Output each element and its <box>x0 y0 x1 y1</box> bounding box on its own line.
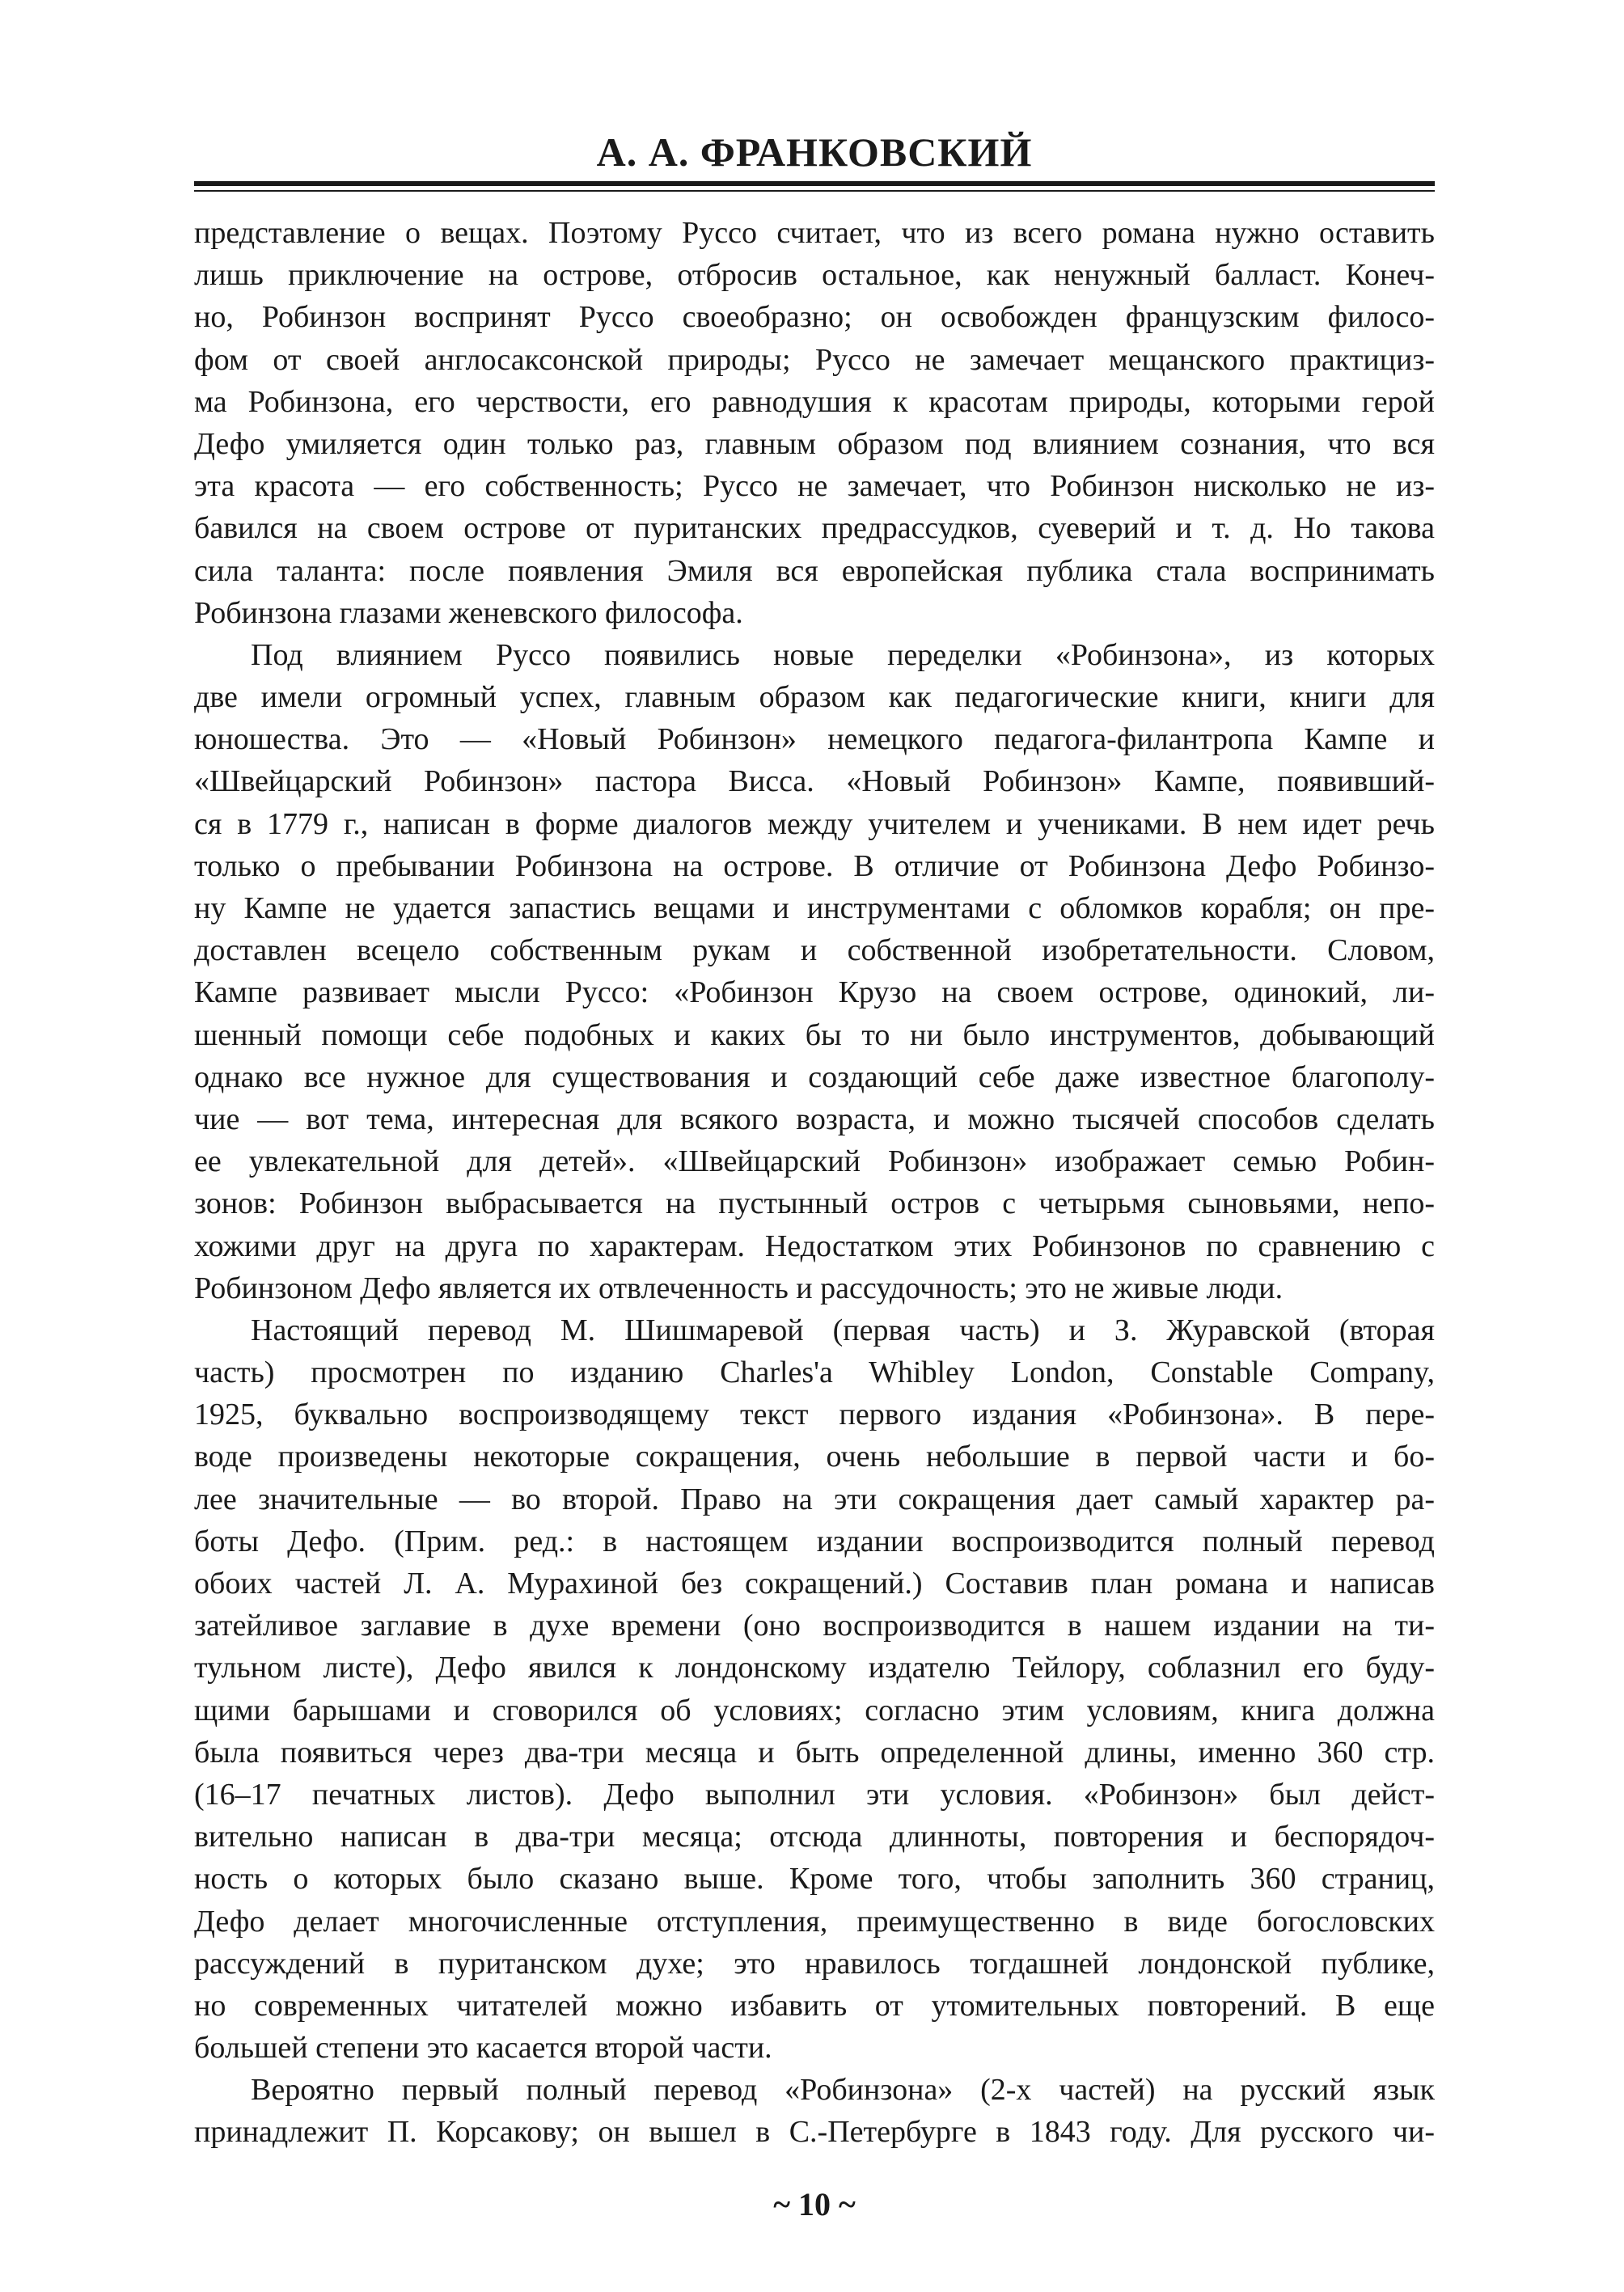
text-line: затейливое заглавие в духе времени (оно воспроизводится в нашем издании на ти- <box>194 1609 1435 1643</box>
text-line: Робинзона глазами женевского философа. <box>194 595 743 630</box>
text-line: хожими друг на друга по характерам. Недостатком этих Робинзонов по сравнению с <box>194 1228 1435 1263</box>
text-line: бавился на своем острове от пуританских предрассудков, суеверий и т. д. Но такова <box>194 511 1435 546</box>
text-line: принадлежит П. Корсакову; он вышел в С.-Петербурге в 1843 году. Для русского чи- <box>194 2115 1435 2150</box>
text-line: воде произведены некоторые сокращения, очень небольшие в первой части и бо- <box>194 1440 1435 1474</box>
text-line: рассуждений в пуританском духе; это нравилось тогдашней лондонской публике, <box>194 1946 1435 1981</box>
text-line: Дефо умиляется один только раз, главным образом под влиянием сознания, что вся <box>194 426 1435 461</box>
text-line: шенный помощи себе подобных и каких бы то ни было инструментов, добывающий <box>194 1017 1435 1052</box>
header-rule-thick <box>194 181 1435 186</box>
text-line: вительно написан в два-три месяца; отсюда длинноты, повторения и беспорядоч- <box>194 1820 1435 1854</box>
text-line: ность о которых было сказано выше. Кроме того, чтобы заполнить 360 страниц, <box>194 1862 1435 1897</box>
text-line: сила таланта: после появления Эмиля вся европейская публика стала воспринимать <box>194 553 1435 588</box>
text-line: щими барышами и сговорился об условиях; согласно этим условиям, книга должна <box>194 1693 1435 1727</box>
text-line: боты Дефо. (Прим. ред.: в настоящем издании воспроизводится полный перевод <box>194 1524 1435 1558</box>
paragraph <box>194 2069 1435 2153</box>
text-line: юношества. Это — «Новый Робинзон» немецкого педагога-филантропа Кампе и <box>194 722 1435 757</box>
paragraph <box>194 634 1435 1309</box>
text-line: лее значительные — во второй. Право на эти сокращения дает самый характер ра- <box>194 1482 1435 1516</box>
text-line: Настоящий перевод М. Шишмаревой (первая часть) и З. Журавской (вторая <box>251 1313 1435 1347</box>
text-line: зонов: Робинзон выбрасывается на пустынный остров с четырьмя сыновьями, непо- <box>194 1186 1435 1221</box>
paragraph <box>194 1309 1435 2069</box>
text-line: только о пребывании Робинзона на острове. В отличие от Робинзона Дефо Робинзо- <box>194 848 1435 883</box>
text-line: тульном листе), Дефо явился к лондонскому издателю Тейлору, соблазнил его буду- <box>194 1651 1435 1685</box>
paragraph <box>194 212 1435 634</box>
text-line: ся в 1779 г., написан в форме диалогов между учителем и учениками. В нем идет речь <box>194 806 1435 841</box>
text-line: обоих частей Л. А. Мурахиной без сокращений.) Составив план романа и написав <box>194 1567 1435 1601</box>
text-line: ма Робинзона, его черствости, его равнодушия к красотам природы, которыми герой <box>194 384 1435 419</box>
text-line: Дефо делает многочисленные отступления, преимущественно в виде богословских <box>194 1904 1435 1939</box>
text-line: Под влиянием Руссо появились новые переделки «Робинзона», из которых <box>251 637 1435 672</box>
text-line: ну Кампе не удается запастись вещами и инструментами с обломков корабля; он пре- <box>194 891 1435 925</box>
text-line: фом от своей англосаксонской природы; Руссо не замечает мещанского практициз- <box>194 342 1435 377</box>
text-line: но, Робинзон воспринят Руссо своеобразно; он освобожден французским филосо- <box>194 300 1435 335</box>
text-line: большей степени это касается второй части. <box>194 2031 772 2066</box>
text-line: чие — вот тема, интересная для всякого возраста, и можно тысячей способов сделать <box>194 1102 1435 1136</box>
page-number: ~ 10 ~ <box>773 2186 856 2222</box>
text-line: доставлен всецело собственным рукам и собственной изобретательности. Словом, <box>194 933 1435 968</box>
text-line: лишь приключение на острове, отбросив остальное, как ненужный балласт. Конеч- <box>194 258 1435 293</box>
text-line: Робинзоном Дефо является их отвлеченность и рассудочность; это не живые люди. <box>194 1271 1284 1305</box>
text-line: была появиться через два-три месяца и быть определенной длины, именно 360 стр. <box>194 1735 1435 1770</box>
text-line: «Швейцарский Робинзон» пастора Висса. «Новый Робинзон» Кампе, появивший- <box>194 764 1435 799</box>
text-line: часть) просмотрен по изданию Charles'a Whibley London, Constable Company, <box>194 1355 1435 1390</box>
text-line: но современных читателей можно избавить от утомительных повторений. В еще <box>194 1988 1435 2023</box>
header-rule-thin <box>194 190 1435 192</box>
text-line: представление о вещах. Поэтому Руссо считает, что из всего романа нужно оставить <box>194 216 1435 250</box>
text-line: эта красота — его собственность; Руссо не замечает, что Робинзон нисколько не из- <box>194 469 1435 504</box>
body-text <box>194 212 1435 2154</box>
text-line: однако все нужное для существования и создающий себе даже известное благополу- <box>194 1059 1435 1094</box>
text-line: ее увлекательной для детей». «Швейцарский Робинзон» изображает семью Робин- <box>194 1144 1435 1179</box>
text-line: две имели огромный успех, главным образом как педагогические книги, книги для <box>194 680 1435 715</box>
text-line: Вероятно первый полный перевод «Робинзона» (2-х частей) на русский язык <box>251 2073 1435 2108</box>
text-line: Кампе развивает мысли Руссо: «Робинзон Крузо на своем острове, одинокий, ли- <box>194 975 1435 1010</box>
text-line: 1925, буквально воспроизводящему текст первого издания «Робинзона». В пере- <box>194 1398 1435 1432</box>
running-head-author: А. А. ФРАНКОВСКИЙ <box>596 129 1033 175</box>
text-line: (16–17 печатных листов). Дефо выполнил эти условия. «Робинзон» был дейст- <box>194 1777 1435 1812</box>
